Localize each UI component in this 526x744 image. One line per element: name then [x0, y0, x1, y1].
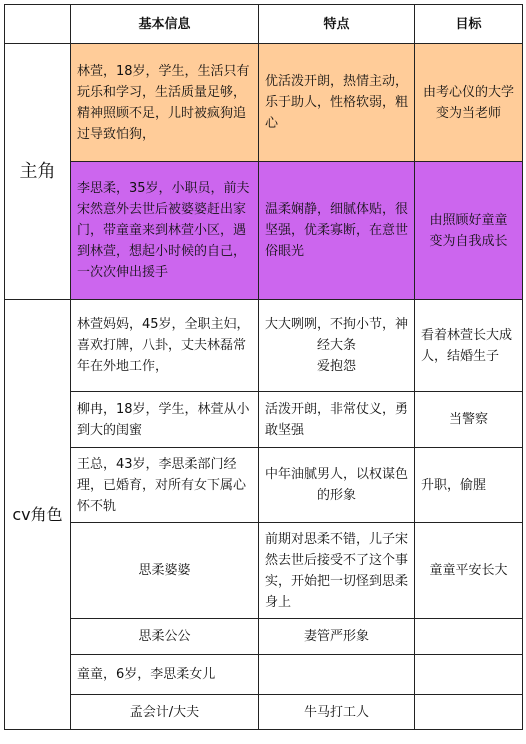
table-row [5, 655, 523, 695]
cell-basic: 林萱，18岁，学生，生活只有玩乐和学习，生活质量足够，精神照顾不足，儿时被疯狗追过导致怕狗， [71, 44, 259, 162]
cell-basic: 李思柔，35岁，小职员，前夫宋然意外去世后被婆婆赶出家门，带童童来到林萱小区，遇到林萱，想起小时候的自己，一次次伸出援手 [71, 162, 259, 300]
cell-basic: 林萱妈妈，45岁，全职主妇，喜欢打牌，八卦，丈夫林磊常年在外地工作， [71, 300, 259, 392]
table-row [5, 392, 523, 448]
character-table [4, 4, 523, 730]
cell-basic: 童童，6岁，李思柔女儿 [71, 655, 259, 695]
group-label-cv: cv角色 [5, 300, 71, 730]
cell-goal: 当警察 [415, 392, 523, 448]
header-basic-info: 基本信息 [71, 5, 259, 44]
cell-goal [415, 162, 523, 300]
cell-trait: 妻管严形象 [259, 619, 415, 655]
cell-goal: 看着林萱长大成人，结婚生子 [415, 300, 523, 392]
cell-goal [415, 655, 523, 695]
table-row [5, 523, 523, 619]
cell-trait: 牛马打工人 [259, 695, 415, 730]
cell-goal: 升职，偷腥 [415, 448, 523, 523]
group-label-main: 主角 [5, 44, 71, 300]
table-row [5, 448, 523, 523]
cell-goal-text: 由照顾好童童 变为自我成长 [429, 212, 508, 249]
cell-trait-text: 大大咧咧，不拘小节，神经大条 爱抱怨 [265, 317, 409, 374]
cell-trait: 优活泼开朗，热情主动，乐于助人，性格软弱，粗心 [259, 44, 415, 162]
cell-trait: 前期对思柔不错，儿子宋然去世后接受不了这个事实，开始把一切怪到思柔身上 [259, 523, 415, 619]
header-traits: 特点 [259, 5, 415, 44]
table-row [5, 44, 523, 162]
cell-basic: 思柔婆婆 [71, 523, 259, 619]
cell-trait: 中年油腻男人，以权谋色的形象 [259, 448, 415, 523]
table-row [5, 300, 523, 392]
cell-goal: 童童平安长大 [415, 523, 523, 619]
cell-goal [415, 44, 523, 162]
cell-trait [259, 655, 415, 695]
cell-goal [415, 695, 523, 730]
cell-trait [259, 300, 415, 392]
header-goal: 目标 [415, 5, 523, 44]
table-row [5, 162, 523, 300]
cell-basic: 柳冉，18岁，学生，林萱从小到大的闺蜜 [71, 392, 259, 448]
cell-trait: 温柔娴静，细腻体贴，很坚强，优柔寡断，在意世俗眼光 [259, 162, 415, 300]
table-row [5, 695, 523, 730]
header-empty [5, 5, 71, 44]
cell-goal [415, 619, 523, 655]
header-row [5, 5, 523, 44]
cell-basic: 孟会计/大夫 [71, 695, 259, 730]
cell-basic: 王总，43岁，李思柔部门经理，已婚育，对所有女下属心怀不轨 [71, 448, 259, 523]
table-row [5, 619, 523, 655]
cell-trait: 活泼开朗，非常仗义，勇敢坚强 [259, 392, 415, 448]
cell-goal-text: 由考心仪的大学 变为当老师 [422, 84, 514, 121]
cell-basic: 思柔公公 [71, 619, 259, 655]
